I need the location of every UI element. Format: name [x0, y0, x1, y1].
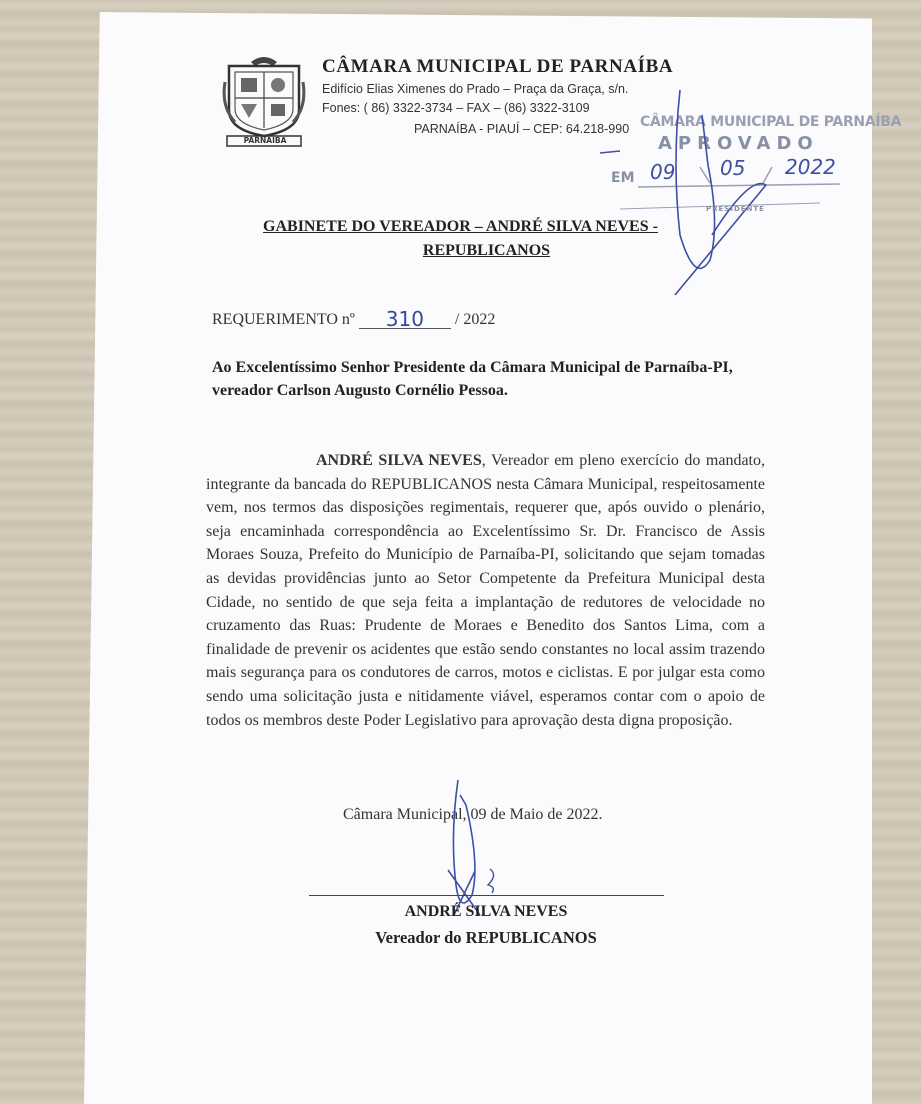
institution-address: Edifício Elias Ximenes do Prado – Praça da Graça, s/n.	[322, 82, 629, 96]
requerimento-label: REQUERIMENTO nº	[212, 311, 355, 328]
stamp-status: APROVADO	[658, 133, 819, 154]
addressee: Ao Excelentíssimo Senhor Presidente da Câmara Municipal de Parnaíba-PI, vereador Carlson Augusto Cornélio Pessoa.	[212, 359, 733, 399]
body-author: ANDRÉ SILVA NEVES	[316, 452, 482, 469]
requerimento-year: / 2022	[454, 311, 496, 328]
municipal-crest-logo	[221, 52, 307, 147]
gabinete-heading: GABINETE DO VEREADOR – ANDRÉ SILVA NEVES -	[263, 218, 658, 235]
body-text: , Vereador em pleno exercício do mandato, integrante da bancada do REPUBLICANOS nesta Câmara Municipal, respeitosamente vem, nos termos das disposições regimentais, requerer que, após ouvido o plenário, seja encaminhada correspondência ao Excelentíssimo Sr. Dr. Francisco de Assis Moraes Souza, Prefeito do Município de Parnaíba-PI, solicitando que sejam tomadas as devidas providências junto ao Setor Competente da Prefeitura Municipal desta Cidade, no sentido de que seja feita a implantação de redutores de velocidade no cruzamento das Ruas: Prudente de Moraes e Benedito dos Santos Lima, com a finalidade de prevenir os acidentes que estão sendo constantes no local assim trazendo mais segurança para os condutores de carros, motos e ciclistas. E por julgar esta como sendo uma solicitação justa e nitidamente viável, esperamos contar com o apoio de todos os membros deste Poder Legislativo para aprovação desta digna proposição.	[206, 452, 765, 729]
requerimento-number: 310	[359, 310, 451, 329]
date-line: Câmara Municipal, 09 de Maio de 2022.	[343, 806, 603, 823]
institution-city: PARNAÍBA - PIAUÍ – CEP: 64.218-990	[414, 122, 630, 136]
stamp-year: 2022	[785, 155, 836, 179]
institution-phones: Fones: ( 86) 3322-3734 – FAX – (86) 3322-3109	[322, 101, 590, 115]
stamp-org: CÂMARA MUNICIPAL DE PARNAÍBA	[640, 114, 902, 130]
stamp-month: 05	[720, 156, 746, 180]
stamp-lines-and-approval-signature	[600, 85, 870, 310]
stamp-president-label: PRESIDENTE	[706, 205, 765, 213]
signature-line	[309, 895, 664, 896]
stamp-day: 09	[650, 160, 676, 184]
institution-title: CÂMARA MUNICIPAL DE PARNAÍBA	[322, 56, 674, 77]
body-paragraph	[206, 449, 765, 732]
requerimento-line	[212, 307, 496, 331]
party-heading: REPUBLICANOS	[422, 242, 551, 259]
signatory-name: ANDRÉ SILVA NEVES	[404, 903, 568, 920]
signatory-role: Vereador do REPUBLICANOS	[375, 928, 597, 947]
stamp-em-label: EM	[611, 170, 635, 186]
crest-banner-text: PARNAÍBA	[243, 136, 287, 145]
